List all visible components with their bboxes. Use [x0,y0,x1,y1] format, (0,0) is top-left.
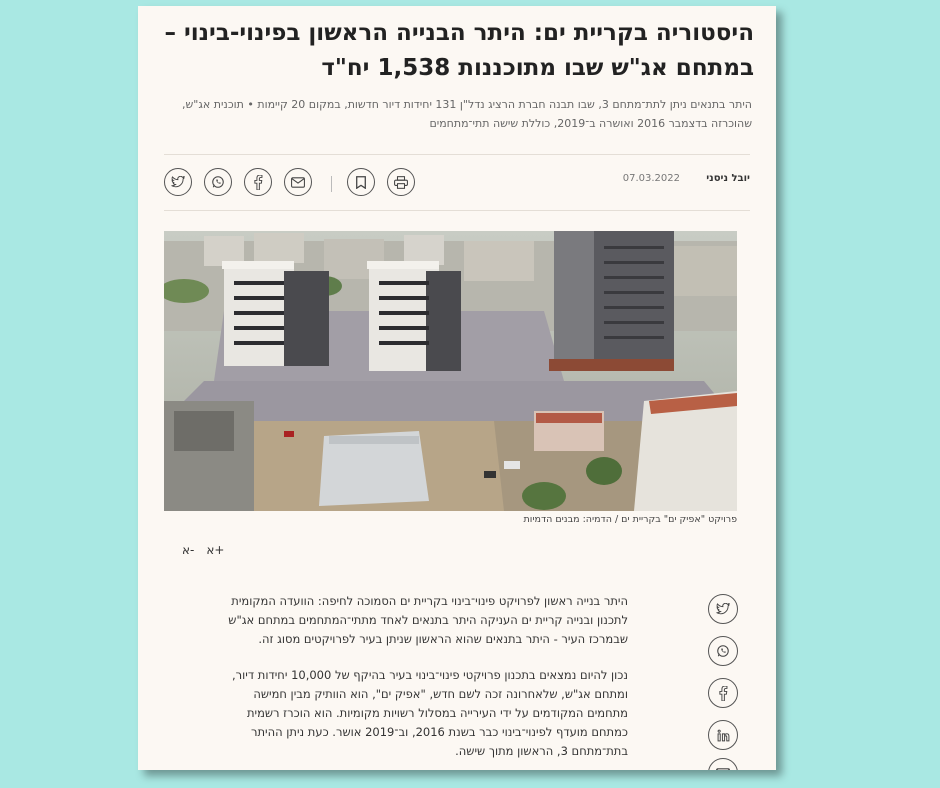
email-icon [716,768,730,771]
article-subheadline: היתר בתנאים ניתן לתת־מתחם 3, שבו תבנה חברת הרציג נדל"ן 131 יחידות דיור חדשות, במקום 20 קיימות • תוכנית אג"ש, שהוכרזה בדצמבר 2016 ואושרה ב־2019, כוללת שישה תתי־מתחמים [182,98,752,130]
email-icon [291,177,305,188]
side-email-button[interactable] [708,758,738,770]
facebook-share-button[interactable] [244,168,272,196]
publish-date: 07.03.2022 [622,173,680,184]
whatsapp-share-button[interactable] [204,168,232,196]
twitter-icon [171,176,185,188]
bookmark-button[interactable] [347,168,375,196]
email-share-button[interactable] [284,168,312,196]
article-photo [164,231,737,511]
facebook-icon [253,175,263,190]
twitter-share-button[interactable] [164,168,192,196]
divider [164,154,750,155]
linkedin-icon [717,729,730,742]
whatsapp-icon [211,175,225,189]
font-increase-button[interactable]: א+ [206,543,225,557]
author-name[interactable]: יובל ניסני [706,173,750,184]
facebook-icon [718,686,728,701]
article-card [138,6,776,770]
bookmark-icon [356,176,366,189]
article-headline: היסטוריה בקריית ים: היתר הבנייה הראשון בפינוי-בינוי – במתחם אג"ש שבו מתוכננות 1,538 יח"ד [164,20,754,81]
font-size-controls [182,543,224,557]
photo-caption: פרויקט "אפיק ים" בקריית ים / הדמיה: מבנים הדמיות [523,514,737,525]
side-whatsapp-button[interactable] [708,636,738,666]
twitter-icon [716,603,730,615]
print-icon [394,176,408,189]
article-paragraph: היתר בנייה ראשון לפרויקט פינוי־בינוי בקריית ים הסמוכה לחיפה: הוועדה המקומית לתכנון ובנייה קריית ים העניקה היתר בתנאים לאחד מתתי־המתחמים במתחם אג"ש שבמרכז העיר - היתר בתנאים שהוא הראשון שניתן בעיר לפרויקטים מסוג זה. [228,594,628,646]
divider [164,210,750,211]
side-facebook-button[interactable] [708,678,738,708]
print-button[interactable] [387,168,415,196]
article-paragraph: נכון להיום נמצאים בתכנון פרויקטי פינוי־בינוי בעיר בהיקף של 10,000 יחידות דיור, ומתחם אג"ש, שלאחרונה זכה לשם חדש, "אפיק ים", הוא הוותיק מבין חמישה מתחמים המקודמים על ידי העירייה במסלול רשויות מקומיות. הוא הוכרז רשמית כמתחם מועדף לפינוי־בינוי כבר בשנת 2016, וב־2019 אושר. כעת ניתן ההיתר בתת־מתחם 3, הראשון מתוך שישה. [231,668,628,758]
share-separator [331,176,332,192]
side-twitter-button[interactable] [708,594,738,624]
side-linkedin-button[interactable] [708,720,738,750]
whatsapp-icon [716,644,730,658]
font-decrease-button[interactable]: א- [182,543,195,557]
